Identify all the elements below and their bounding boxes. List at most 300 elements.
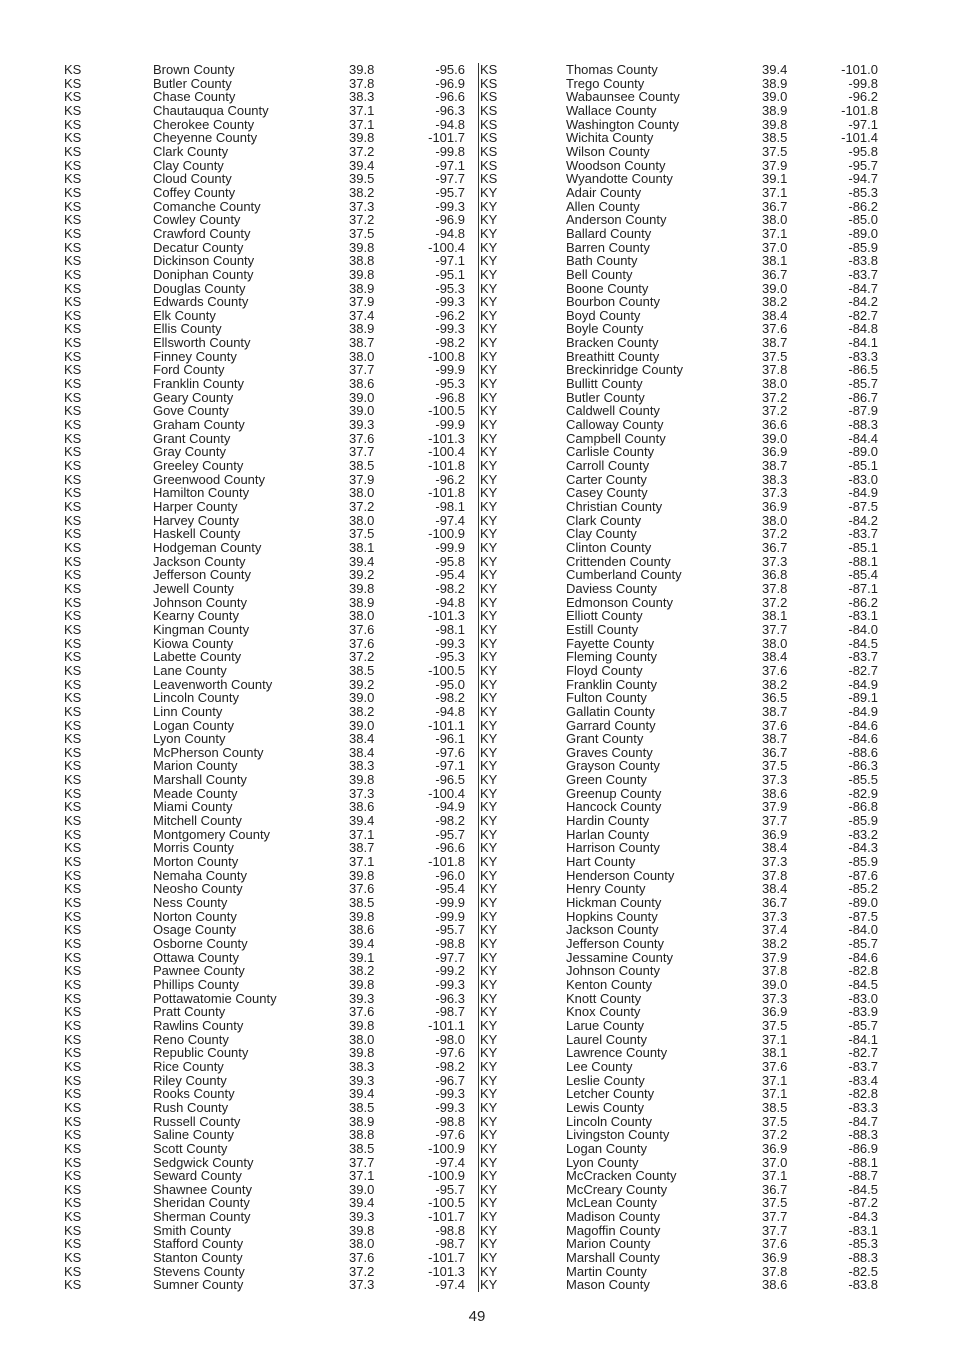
longitude-cell: -97.1 <box>435 253 465 269</box>
table-row <box>479 541 899 555</box>
longitude-cell: -98.8 <box>435 1222 465 1238</box>
longitude-cell: -101.8 <box>428 458 465 474</box>
longitude-cell: -88.3 <box>848 1250 878 1266</box>
state-cell: KS <box>64 225 82 241</box>
county-cell: Linn County <box>153 703 223 719</box>
county-cell: Graham County <box>153 417 245 433</box>
state-cell: KS <box>64 758 82 774</box>
table-row <box>64 336 477 350</box>
longitude-cell: -83.3 <box>848 1099 878 1115</box>
table-row <box>64 159 477 173</box>
longitude-cell: -97.6 <box>435 1045 465 1061</box>
state-cell: KS <box>64 840 82 856</box>
county-cell: Neosho County <box>153 881 243 897</box>
latitude-cell: 36.5 <box>762 690 788 706</box>
latitude-cell: 38.3 <box>349 758 375 774</box>
county-cell: Jessamine County <box>566 949 673 965</box>
latitude-cell: 37.5 <box>762 348 788 364</box>
table-row <box>64 514 477 528</box>
table-row <box>479 459 899 473</box>
county-cell: Hodgeman County <box>153 539 262 555</box>
table-row <box>479 1128 899 1142</box>
longitude-cell: -96.1 <box>435 731 465 747</box>
longitude-cell: -96.6 <box>435 89 465 105</box>
longitude-cell: -83.4 <box>848 1072 878 1088</box>
longitude-cell: -89.0 <box>848 895 878 911</box>
county-cell: Republic County <box>153 1045 249 1061</box>
table-row <box>64 1278 477 1292</box>
table-row <box>479 131 899 145</box>
state-cell: KS <box>480 89 498 105</box>
table-row <box>64 90 477 104</box>
county-cell: Logan County <box>566 1140 647 1156</box>
county-cell: Wyandotte County <box>566 171 673 187</box>
latitude-cell: 38.4 <box>762 307 788 323</box>
state-cell: KS <box>64 130 82 146</box>
latitude-cell: 36.9 <box>762 826 788 842</box>
state-cell: KY <box>480 1031 498 1047</box>
state-cell: KY <box>480 717 498 733</box>
county-cell: Boone County <box>566 280 649 296</box>
county-cell: Crittenden County <box>566 553 671 569</box>
longitude-cell: -98.2 <box>435 690 465 706</box>
state-cell: KY <box>480 649 498 665</box>
longitude-cell: -88.3 <box>848 417 878 433</box>
county-cell: Caldwell County <box>566 403 660 419</box>
latitude-cell: 37.6 <box>762 717 788 733</box>
county-cell: Laurel County <box>566 1031 647 1047</box>
latitude-cell: 37.7 <box>762 621 788 637</box>
table-row <box>479 719 899 733</box>
latitude-cell: 38.5 <box>349 1099 375 1115</box>
county-cell: Marshall County <box>153 772 247 788</box>
table-row <box>479 596 899 610</box>
latitude-cell: 39.1 <box>349 949 375 965</box>
state-cell: KY <box>480 1058 498 1074</box>
table-row <box>479 582 899 596</box>
table-row <box>64 650 477 664</box>
county-cell: Green County <box>566 772 647 788</box>
table-row <box>64 568 477 582</box>
latitude-cell: 39.2 <box>349 567 375 583</box>
county-cell: Rice County <box>153 1058 224 1074</box>
county-cell: Russell County <box>153 1113 241 1129</box>
state-cell: KS <box>64 253 82 269</box>
state-cell: KS <box>64 799 82 815</box>
longitude-cell: -82.9 <box>848 785 878 801</box>
state-cell: KY <box>480 239 498 255</box>
county-cell: Cherokee County <box>153 116 255 132</box>
county-cell: Hancock County <box>566 799 662 815</box>
table-row <box>479 1142 899 1156</box>
longitude-cell: -96.2 <box>848 89 878 105</box>
state-cell: KS <box>64 266 82 282</box>
state-cell: KS <box>64 990 82 1006</box>
state-cell: KY <box>480 594 498 610</box>
state-cell: KY <box>480 826 498 842</box>
latitude-cell: 37.5 <box>762 143 788 159</box>
county-cell: Grant County <box>566 731 644 747</box>
state-cell: KY <box>480 1086 498 1102</box>
table-row <box>64 691 477 705</box>
table-row <box>64 1128 477 1142</box>
county-cell: Butler County <box>153 75 232 91</box>
state-cell: KY <box>480 253 498 269</box>
table-row <box>479 1278 899 1292</box>
latitude-cell: 39.3 <box>349 1209 375 1225</box>
county-cell: Marion County <box>566 1236 651 1252</box>
longitude-cell: -95.7 <box>435 184 465 200</box>
table-row <box>64 486 477 500</box>
county-cell: Scott County <box>153 1140 228 1156</box>
latitude-cell: 39.0 <box>762 976 788 992</box>
latitude-cell: 37.4 <box>349 307 375 323</box>
state-cell: KS <box>64 1250 82 1266</box>
latitude-cell: 39.4 <box>349 553 375 569</box>
county-cell: Smith County <box>153 1222 232 1238</box>
latitude-cell: 38.6 <box>762 785 788 801</box>
county-cell: Hart County <box>566 854 636 870</box>
longitude-cell: -85.2 <box>848 881 878 897</box>
latitude-cell: 37.2 <box>349 1263 375 1279</box>
table-row <box>64 1074 477 1088</box>
latitude-cell: 37.6 <box>762 662 788 678</box>
county-cell: Morton County <box>153 854 239 870</box>
county-cell: Harvey County <box>153 512 239 528</box>
longitude-cell: -86.5 <box>848 362 878 378</box>
longitude-cell: -98.1 <box>435 499 465 514</box>
county-cell: Lincoln County <box>153 690 239 706</box>
county-cell: McPherson County <box>153 744 264 760</box>
state-cell: KY <box>480 335 498 351</box>
table-row <box>479 759 899 773</box>
latitude-cell: 37.6 <box>762 1236 788 1252</box>
table-row <box>64 432 477 446</box>
latitude-cell: 39.3 <box>349 1072 375 1088</box>
latitude-cell: 37.6 <box>762 1058 788 1074</box>
table-row <box>479 1101 899 1115</box>
county-cell: Hardin County <box>566 813 650 829</box>
longitude-cell: -99.3 <box>435 1099 465 1115</box>
latitude-cell: 37.3 <box>762 990 788 1006</box>
longitude-cell: -84.2 <box>848 512 878 528</box>
state-cell: KY <box>480 539 498 555</box>
state-cell: KY <box>480 294 498 310</box>
state-cell: KS <box>64 376 82 392</box>
table-row <box>64 664 477 678</box>
table-row <box>479 691 899 705</box>
latitude-cell: 37.6 <box>349 881 375 897</box>
county-cell: Dickinson County <box>153 253 255 269</box>
longitude-cell: -101.3 <box>428 608 465 624</box>
state-cell: KY <box>480 184 498 200</box>
county-cell: Fulton County <box>566 690 647 706</box>
latitude-cell: 38.2 <box>349 184 375 200</box>
table-row <box>479 800 899 814</box>
longitude-cell: -97.6 <box>435 744 465 760</box>
county-cell: Martin County <box>566 1263 647 1279</box>
table-row <box>479 145 899 159</box>
longitude-cell: -100.5 <box>428 662 465 678</box>
latitude-cell: 37.7 <box>762 1209 788 1225</box>
latitude-cell: 37.2 <box>762 389 788 405</box>
table-row <box>479 322 899 336</box>
state-cell: KY <box>480 922 498 938</box>
state-cell: KS <box>64 184 82 200</box>
county-cell: Rooks County <box>153 1086 235 1102</box>
latitude-cell: 37.3 <box>762 772 788 788</box>
table-row <box>64 445 477 459</box>
latitude-cell: 37.5 <box>762 1017 788 1033</box>
longitude-cell: -88.6 <box>848 744 878 760</box>
county-cell: Allen County <box>566 198 640 214</box>
longitude-cell: -87.5 <box>848 499 878 514</box>
longitude-cell: -84.4 <box>848 430 878 446</box>
longitude-cell: -95.0 <box>435 676 465 692</box>
latitude-cell: 36.7 <box>762 198 788 214</box>
latitude-cell: 39.4 <box>349 157 375 173</box>
longitude-cell: -99.2 <box>435 963 465 979</box>
county-cell: Marshall County <box>566 1250 660 1266</box>
table-row <box>64 1210 477 1224</box>
county-cell: Reno County <box>153 1031 229 1047</box>
latitude-cell: 38.7 <box>349 840 375 856</box>
state-cell: KS <box>64 471 82 487</box>
latitude-cell: 38.2 <box>762 936 788 951</box>
table-row <box>479 841 899 855</box>
table-row <box>479 377 899 391</box>
longitude-cell: -97.1 <box>435 758 465 774</box>
table-row <box>64 1142 477 1156</box>
longitude-cell: -101.7 <box>428 130 465 146</box>
table-row <box>64 1087 477 1101</box>
county-cell: Marion County <box>153 758 238 774</box>
latitude-cell: 36.9 <box>762 1004 788 1020</box>
county-cell: Fleming County <box>566 649 658 665</box>
table-row <box>64 1005 477 1019</box>
county-cell: Adair County <box>566 184 642 200</box>
latitude-cell: 39.2 <box>349 676 375 692</box>
longitude-cell: -85.1 <box>848 458 878 474</box>
state-cell: KY <box>480 225 498 241</box>
table-row <box>64 118 477 132</box>
state-cell: KS <box>64 1263 82 1279</box>
state-cell: KY <box>480 963 498 979</box>
longitude-cell: -82.7 <box>848 307 878 323</box>
county-cell: Ballard County <box>566 225 652 241</box>
latitude-cell: 36.7 <box>762 1181 788 1197</box>
table-row <box>479 787 899 801</box>
county-cell: Leavenworth County <box>153 676 273 692</box>
longitude-cell: -100.9 <box>428 526 465 542</box>
county-cell: Estill County <box>566 621 639 637</box>
longitude-cell: -101.8 <box>428 485 465 501</box>
table-row <box>479 186 899 200</box>
county-cell: Bullitt County <box>566 376 643 392</box>
longitude-cell: -97.7 <box>435 171 465 187</box>
state-cell: KS <box>64 335 82 351</box>
state-cell: KS <box>64 594 82 610</box>
longitude-cell: -88.1 <box>848 553 878 569</box>
county-cell: Pawnee County <box>153 963 245 979</box>
state-cell: KY <box>480 867 498 883</box>
state-cell: KY <box>480 430 498 446</box>
latitude-cell: 39.4 <box>762 62 788 77</box>
state-cell: KY <box>480 1168 498 1184</box>
county-cell: Seward County <box>153 1168 242 1184</box>
table-row <box>479 609 899 623</box>
state-cell: KS <box>64 785 82 801</box>
county-cell: Knox County <box>566 1004 641 1020</box>
state-cell: KY <box>480 949 498 965</box>
latitude-cell: 37.5 <box>762 758 788 774</box>
county-cell: Carroll County <box>566 458 650 474</box>
state-cell: KS <box>64 1140 82 1156</box>
county-cell: Harrison County <box>566 840 660 856</box>
latitude-cell: 38.1 <box>762 608 788 624</box>
latitude-cell: 37.1 <box>349 116 375 132</box>
longitude-cell: -84.0 <box>848 922 878 938</box>
county-cell: Stevens County <box>153 1263 245 1279</box>
longitude-cell: -84.3 <box>848 840 878 856</box>
latitude-cell: 37.7 <box>349 362 375 378</box>
county-cell: Franklin County <box>153 376 245 392</box>
longitude-cell: -84.9 <box>848 485 878 501</box>
latitude-cell: 38.8 <box>349 1127 375 1143</box>
table-row <box>479 732 899 746</box>
latitude-cell: 37.2 <box>762 1127 788 1143</box>
county-cell: Henderson County <box>566 867 675 883</box>
state-cell: KY <box>480 1236 498 1252</box>
latitude-cell: 38.1 <box>349 539 375 555</box>
county-cell: Elliott County <box>566 608 643 624</box>
table-row <box>64 145 477 159</box>
state-cell: KY <box>480 690 498 706</box>
county-cell: Clinton County <box>566 539 652 555</box>
longitude-cell: -98.2 <box>435 580 465 596</box>
county-cell: Ottawa County <box>153 949 239 965</box>
longitude-cell: -86.2 <box>848 198 878 214</box>
county-cell: Breckinridge County <box>566 362 684 378</box>
county-cell: Comanche County <box>153 198 261 214</box>
county-cell: Ford County <box>153 362 225 378</box>
state-cell: KY <box>480 567 498 583</box>
county-cell: Gove County <box>153 403 229 419</box>
latitude-cell: 39.0 <box>762 89 788 105</box>
longitude-cell: -82.7 <box>848 1045 878 1061</box>
latitude-cell: 38.3 <box>762 471 788 487</box>
latitude-cell: 37.6 <box>349 1004 375 1020</box>
county-cell: Johnson County <box>153 594 247 610</box>
latitude-cell: 37.1 <box>762 1031 788 1047</box>
state-cell: KS <box>64 417 82 433</box>
county-cell: Casey County <box>566 485 648 501</box>
state-cell: KY <box>480 280 498 296</box>
state-cell: KY <box>480 854 498 870</box>
table-row <box>64 459 477 473</box>
county-cell: Calloway County <box>566 417 664 433</box>
county-cell: Chautauqua County <box>153 102 269 118</box>
table-row <box>64 227 477 241</box>
longitude-cell: -101.8 <box>428 854 465 870</box>
longitude-cell: -96.7 <box>435 1072 465 1088</box>
county-cell: Larue County <box>566 1017 645 1033</box>
county-cell: Floyd County <box>566 662 643 678</box>
county-cell: Doniphan County <box>153 266 254 282</box>
table-row <box>64 1183 477 1197</box>
latitude-cell: 39.8 <box>349 580 375 596</box>
county-cell: Wallace County <box>566 102 657 118</box>
latitude-cell: 37.7 <box>349 444 375 460</box>
table-row <box>64 746 477 760</box>
county-cell: Douglas County <box>153 280 246 296</box>
county-cell: Mitchell County <box>153 813 242 829</box>
table-row <box>479 336 899 350</box>
table-row <box>64 391 477 405</box>
latitude-cell: 38.7 <box>762 703 788 719</box>
latitude-cell: 38.0 <box>762 212 788 228</box>
longitude-cell: -99.3 <box>435 198 465 214</box>
state-cell: KS <box>64 171 82 187</box>
state-cell: KY <box>480 485 498 501</box>
longitude-cell: -88.1 <box>848 1154 878 1170</box>
county-cell: Carter County <box>566 471 647 487</box>
county-cell: Osage County <box>153 922 237 938</box>
latitude-cell: 38.9 <box>349 321 375 337</box>
right-column <box>478 63 899 1292</box>
state-cell: KS <box>64 62 82 77</box>
longitude-cell: -83.8 <box>848 1277 878 1293</box>
county-cell: Boyd County <box>566 307 641 323</box>
longitude-cell: -85.7 <box>848 376 878 392</box>
table-row <box>479 309 899 323</box>
county-cell: Montgomery County <box>153 826 271 842</box>
latitude-cell: 38.0 <box>762 635 788 651</box>
state-cell: KS <box>64 580 82 596</box>
latitude-cell: 36.9 <box>762 1140 788 1156</box>
latitude-cell: 36.7 <box>762 266 788 282</box>
county-cell: Daviess County <box>566 580 658 596</box>
latitude-cell: 37.8 <box>762 1263 788 1279</box>
state-cell: KY <box>480 813 498 829</box>
state-cell: KS <box>64 198 82 214</box>
county-cell: Thomas County <box>566 62 658 77</box>
longitude-cell: -98.7 <box>435 1004 465 1020</box>
longitude-cell: -96.2 <box>435 471 465 487</box>
longitude-cell: -95.3 <box>435 280 465 296</box>
latitude-cell: 38.5 <box>349 895 375 911</box>
longitude-cell: -95.1 <box>435 266 465 282</box>
state-cell: KY <box>480 198 498 214</box>
table-row <box>479 678 899 692</box>
table-row <box>64 937 477 951</box>
longitude-cell: -83.7 <box>848 266 878 282</box>
latitude-cell: 37.6 <box>349 621 375 637</box>
longitude-cell: -83.9 <box>848 1004 878 1020</box>
state-cell: KS <box>64 1045 82 1061</box>
longitude-cell: -98.8 <box>435 1113 465 1129</box>
latitude-cell: 38.7 <box>762 731 788 747</box>
table-row <box>64 104 477 118</box>
state-cell: KS <box>64 1031 82 1047</box>
county-cell: Clay County <box>153 157 224 173</box>
latitude-cell: 39.8 <box>349 1017 375 1033</box>
table-row <box>479 882 899 896</box>
table-row <box>479 896 899 910</box>
latitude-cell: 38.2 <box>762 676 788 692</box>
latitude-cell: 37.2 <box>349 212 375 228</box>
state-cell: KY <box>480 895 498 911</box>
